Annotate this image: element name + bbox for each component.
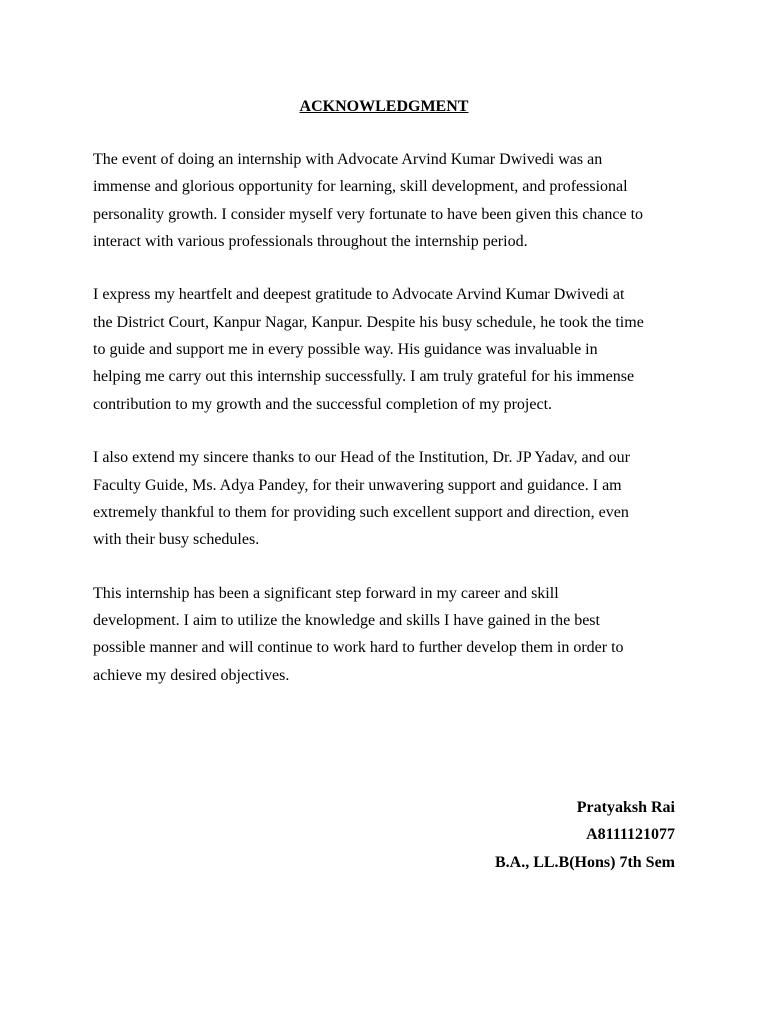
paragraph-1 <box>93 146 683 255</box>
signature-name: Pratyaksh Rai <box>576 799 675 816</box>
paragraph-line: This internship has been a significant step forward in my career and skill <box>93 584 559 602</box>
paragraph-line: contribution to my growth and the successful completion of my project. <box>93 395 553 413</box>
paragraph-3 <box>93 444 683 553</box>
paragraph-line: possible manner and will continue to work hard to further develop them in order to <box>93 639 624 657</box>
paragraph-line: immense and glorious opportunity for learning, skill development, and professional <box>93 178 628 196</box>
paragraph-2 <box>93 281 683 417</box>
page-title: ACKNOWLEDGMENT <box>299 98 469 115</box>
paragraph-line: extremely thankful to them for providing such excellent support and direction, even <box>93 503 629 521</box>
paragraph-4 <box>93 580 683 689</box>
paragraph-line: to guide and support me in every possible way. His guidance was invaluable in <box>93 341 598 359</box>
paragraph-line: Faculty Guide, Ms. Adya Pandey, for their unwavering support and guidance. I am <box>93 476 622 494</box>
paragraph-line: I express my heartfelt and deepest gratitude to Advocate Arvind Kumar Dwivedi at <box>93 286 625 304</box>
signature-course: B.A., LL.B(Hons) 7th Sem <box>494 853 675 871</box>
paragraph-line: I also extend my sincere thanks to our Head of the Institution, Dr. JP Yadav, and our <box>93 449 630 467</box>
paragraph-line: The event of doing an internship with Advocate Arvind Kumar Dwivedi was an <box>93 151 603 168</box>
signature-roll-number: A8111121077 <box>586 826 675 844</box>
paragraph-line: personality growth. I consider myself very fortunate to have been given this chance to <box>93 205 644 223</box>
document-body <box>93 146 683 689</box>
paragraph-line: with their busy schedules. <box>93 531 260 549</box>
paragraph-line: development. I aim to utilize the knowledge and skills I have gained in the best <box>93 612 600 630</box>
paragraph-line: the District Court, Kanpur Nagar, Kanpur. Despite his busy schedule, he took the time <box>93 313 644 331</box>
paragraph-line: helping me carry out this internship successfully. I am truly grateful for his immense <box>93 368 635 386</box>
paragraph-line: interact with various professionals throughout the internship period. <box>93 232 528 250</box>
paragraph-line: achieve my desired objectives. <box>93 666 290 684</box>
signature-block <box>495 794 675 876</box>
